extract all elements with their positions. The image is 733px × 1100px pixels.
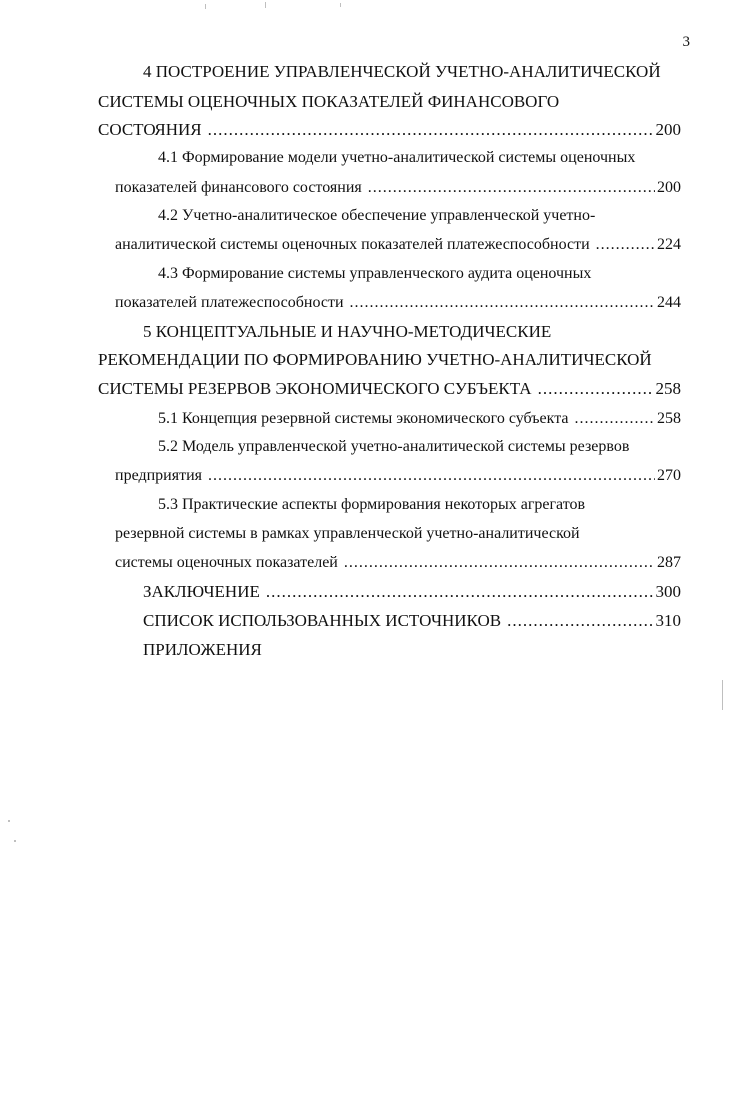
toc-s5-1-line1-text: 5.1 Концепция резервной системы экономического субъекта	[158, 410, 569, 427]
toc-ch5-line2: РЕКОМЕНДАЦИИ ПО ФОРМИРОВАНИЮ УЧЕТНО-АНАЛИТИЧЕСКОЙ	[98, 350, 652, 369]
scan-artifact	[14, 840, 16, 842]
toc-leader-dots	[596, 230, 655, 260]
scan-artifact	[722, 680, 723, 710]
toc-s4-2-line1: 4.2 Учетно-аналитическое обеспечение управленческой учетно-	[158, 207, 596, 224]
toc-leader-dots	[574, 404, 655, 434]
toc-leader-dots	[368, 173, 655, 203]
toc-leader-dots	[208, 461, 655, 491]
toc-leader-dots	[507, 606, 653, 636]
toc-ch4-line1: 4 ПОСТРОЕНИЕ УПРАВЛЕНЧЕСКОЙ УЧЕТНО-АНАЛИТИЧЕСКОЙ	[143, 62, 661, 81]
toc-s5-3-line2: резервной системы в рамках управленческой учетно-аналитической	[115, 525, 580, 542]
toc-sources-page: 310	[655, 611, 681, 630]
toc-ch4-line3	[98, 115, 681, 145]
page-number: 3	[682, 34, 690, 50]
toc-s5-3-page: 287	[657, 554, 681, 571]
toc-ch5-page: 258	[655, 379, 681, 398]
toc-s4-3-line1: 4.3 Формирование системы управленческого аудита оценочных	[158, 265, 592, 282]
toc-s4-3-page: 244	[657, 294, 681, 311]
toc-leader-dots	[350, 288, 655, 318]
toc-s4-1-line2-text: показателей финансового состояния	[115, 179, 362, 196]
toc-s4-2-line2	[115, 230, 681, 260]
toc-appendix: ПРИЛОЖЕНИЯ	[143, 640, 262, 659]
toc-s4-1-line2	[115, 173, 681, 203]
toc-s5-3-line3-text: системы оценочных показателей	[115, 554, 338, 571]
toc-s5-2-line2	[115, 461, 681, 491]
toc-s5-3-line3	[115, 548, 681, 578]
toc-leader-dots	[538, 374, 654, 404]
toc-s4-2-page: 224	[657, 236, 681, 253]
toc-s5-2-line1: 5.2 Модель управленческой учетно-аналитической системы резервов	[158, 438, 630, 455]
toc-s4-3-line2	[115, 288, 681, 318]
toc-leader-dots	[208, 115, 654, 145]
toc-s5-2-page: 270	[657, 467, 681, 484]
scan-artifact	[340, 3, 341, 7]
toc-s5-2-line2-text: предприятия	[115, 467, 202, 484]
toc-ch5-line3	[98, 374, 681, 404]
toc-ch5-line3-text: СИСТЕМЫ РЕЗЕРВОВ ЭКОНОМИЧЕСКОГО СУБЪЕКТА	[98, 379, 532, 398]
toc-s5-1-line1	[158, 404, 681, 434]
toc-ch4-line2: СИСТЕМЫ ОЦЕНОЧНЫХ ПОКАЗАТЕЛЕЙ ФИНАНСОВОГО	[98, 92, 560, 111]
toc-s4-1-page: 200	[657, 179, 681, 196]
toc-sources-text: СПИСОК ИСПОЛЬЗОВАННЫХ ИСТОЧНИКОВ	[143, 611, 502, 630]
scan-artifact	[8, 820, 10, 822]
toc-s4-1-line1: 4.1 Формирование модели учетно-аналитической системы оценочных	[158, 149, 636, 166]
toc-conclusion-page: 300	[655, 582, 681, 601]
toc-sources	[143, 606, 681, 636]
scan-artifact	[265, 2, 266, 8]
toc-s4-3-line2-text: показателей платежеспособности	[115, 294, 344, 311]
toc-leader-dots	[344, 548, 655, 578]
toc-s4-2-line2-text: аналитической системы оценочных показателей платежеспособности	[115, 236, 590, 253]
scan-artifact	[205, 4, 206, 9]
toc-conclusion	[143, 577, 681, 607]
toc-s5-3-line1: 5.3 Практические аспекты формирования некоторых агрегатов	[158, 496, 586, 513]
toc-ch4-line3-text: СОСТОЯНИЯ	[98, 120, 202, 139]
toc-leader-dots	[266, 577, 654, 607]
toc-s5-1-page: 258	[657, 410, 681, 427]
toc-ch5-line1: 5 КОНЦЕПТУАЛЬНЫЕ И НАУЧНО-МЕТОДИЧЕСКИЕ	[143, 322, 552, 341]
toc-conclusion-text: ЗАКЛЮЧЕНИЕ	[143, 582, 260, 601]
toc-ch4-page: 200	[655, 120, 681, 139]
